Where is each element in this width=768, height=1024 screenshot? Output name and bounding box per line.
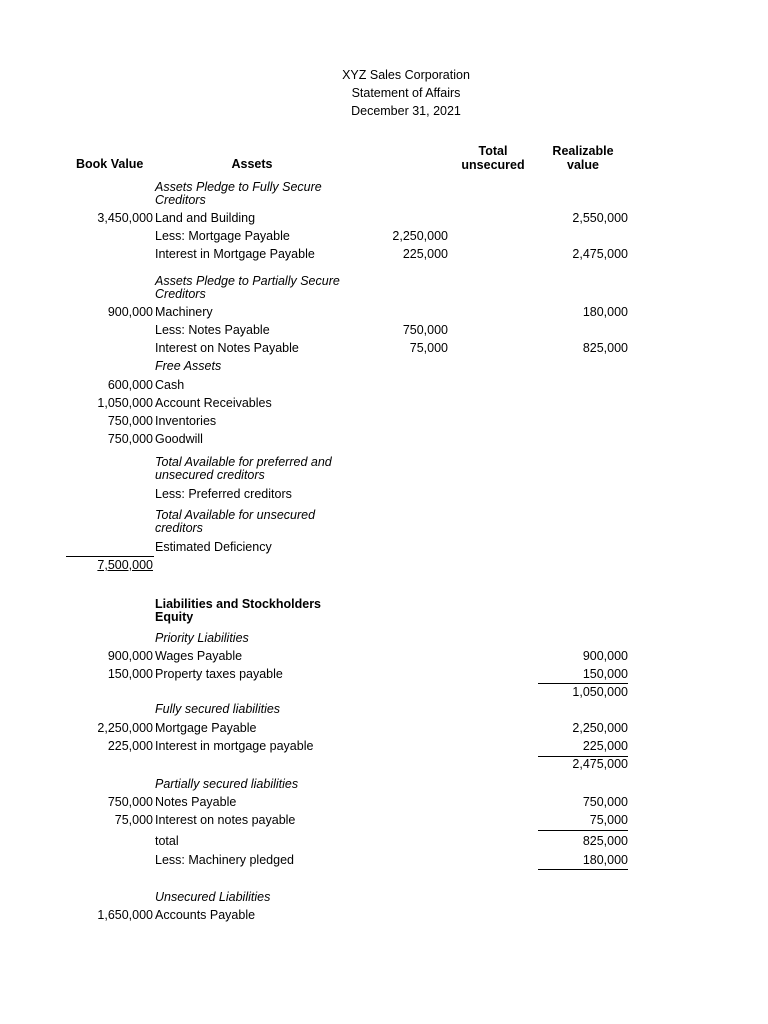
line-item-label: Interest in mortgage payable (155, 739, 314, 753)
line-item-label: Wages Payable (155, 649, 243, 663)
line-item-label: Interest on Notes Payable (155, 341, 299, 355)
line-item-label: Interest on notes payable (155, 813, 296, 827)
book-value-cell: 750,000 (107, 432, 153, 446)
book-value-cell: 3,450,000 (97, 211, 153, 225)
realizable-value-cell: 180,000 (582, 853, 628, 867)
statement-date: December 31, 2021 (351, 104, 461, 118)
realizable-value-cell: 900,000 (582, 649, 628, 663)
line-item-label: Notes Payable (155, 795, 237, 809)
line-item-label: Mortgage Payable (155, 721, 257, 735)
section-heading: Free Assets (155, 359, 222, 373)
book-value-cell: 900,000 (107, 305, 153, 319)
section-heading: Assets Pledge to Partially Secure Creditors (155, 274, 340, 301)
book-value-cell: 150,000 (107, 667, 153, 681)
book-value-cell: 1,050,000 (97, 396, 153, 410)
col-header-book-value: Book Value (76, 157, 144, 171)
realizable-value-cell: 1,050,000 (572, 685, 628, 699)
line-item-label: Estimated Deficiency (155, 540, 272, 554)
book-value-cell: 7,500,000 (97, 558, 153, 572)
line-item-label: Cash (155, 378, 185, 392)
col-header-total-unsecured: Total unsecured (461, 144, 525, 172)
realizable-value-cell: 825,000 (582, 834, 628, 848)
line-item-label: Account Receivables (155, 396, 272, 410)
col-header-realizable-value: Realizable value (552, 144, 614, 172)
book-value-cell: 225,000 (107, 739, 153, 753)
book-value-cell: 750,000 (107, 414, 153, 428)
realizable-value-cell: 750,000 (582, 795, 628, 809)
line-item-label: Liabilities and Stockholders Equity (155, 597, 322, 624)
realizable-value-cell: 180,000 (582, 305, 628, 319)
line-item-label: Goodwill (155, 432, 203, 446)
machinery-pledged-rule (538, 869, 628, 870)
book-value-cell: 1,650,000 (97, 908, 153, 922)
line-item-label: Accounts Payable (155, 908, 256, 922)
total-unsecured-cell: 2,250,000 (392, 229, 448, 243)
line-item-label: total (155, 834, 179, 848)
book-value-cell: 600,000 (107, 378, 153, 392)
col-header-assets: Assets (231, 157, 273, 171)
partially-secured-subtotal-rule (538, 830, 628, 831)
line-item-label: Less: Machinery pledged (155, 853, 294, 867)
realizable-value-cell: 2,550,000 (572, 211, 628, 225)
section-heading: Partially secured liabilities (155, 777, 299, 791)
section-heading: Fully secured liabilities (155, 702, 281, 716)
line-item-label: Interest in Mortgage Payable (155, 247, 315, 261)
line-item-label: Less: Mortgage Payable (155, 229, 290, 243)
line-item-label: Machinery (155, 305, 213, 319)
section-heading: Total Available for preferred and unsecured creditors (155, 455, 332, 482)
line-item-label: Land and Building (155, 211, 256, 225)
line-item-label: Less: Preferred creditors (155, 487, 292, 501)
book-value-cell: 900,000 (107, 649, 153, 663)
realizable-value-cell: 825,000 (582, 341, 628, 355)
line-item-label: Inventories (155, 414, 217, 428)
book-value-cell: 75,000 (114, 813, 153, 827)
fully-secured-subtotal-rule (538, 756, 628, 757)
section-heading: Assets Pledge to Fully Secure Creditors (155, 180, 322, 207)
priority-subtotal-rule (538, 683, 628, 684)
book-value-cell: 750,000 (107, 795, 153, 809)
total-unsecured-cell: 75,000 (409, 341, 448, 355)
realizable-value-cell: 225,000 (582, 739, 628, 753)
realizable-value-cell: 2,475,000 (572, 757, 628, 771)
total-unsecured-cell: 225,000 (402, 247, 448, 261)
section-heading: Priority Liabilities (155, 631, 249, 645)
line-item-label: Property taxes payable (155, 667, 283, 681)
realizable-value-cell: 2,475,000 (572, 247, 628, 261)
section-heading: Total Available for unsecured creditors (155, 508, 316, 535)
statement-title: Statement of Affairs (351, 86, 461, 100)
book-value-underline (66, 556, 154, 557)
total-unsecured-cell: 750,000 (402, 323, 448, 337)
section-heading: Unsecured Liabilities (155, 890, 271, 904)
line-item-label: Less: Notes Payable (155, 323, 270, 337)
company-name: XYZ Sales Corporation (342, 68, 470, 82)
book-value-cell: 2,250,000 (97, 721, 153, 735)
realizable-value-cell: 75,000 (589, 813, 628, 827)
realizable-value-cell: 2,250,000 (572, 721, 628, 735)
realizable-value-cell: 150,000 (582, 667, 628, 681)
